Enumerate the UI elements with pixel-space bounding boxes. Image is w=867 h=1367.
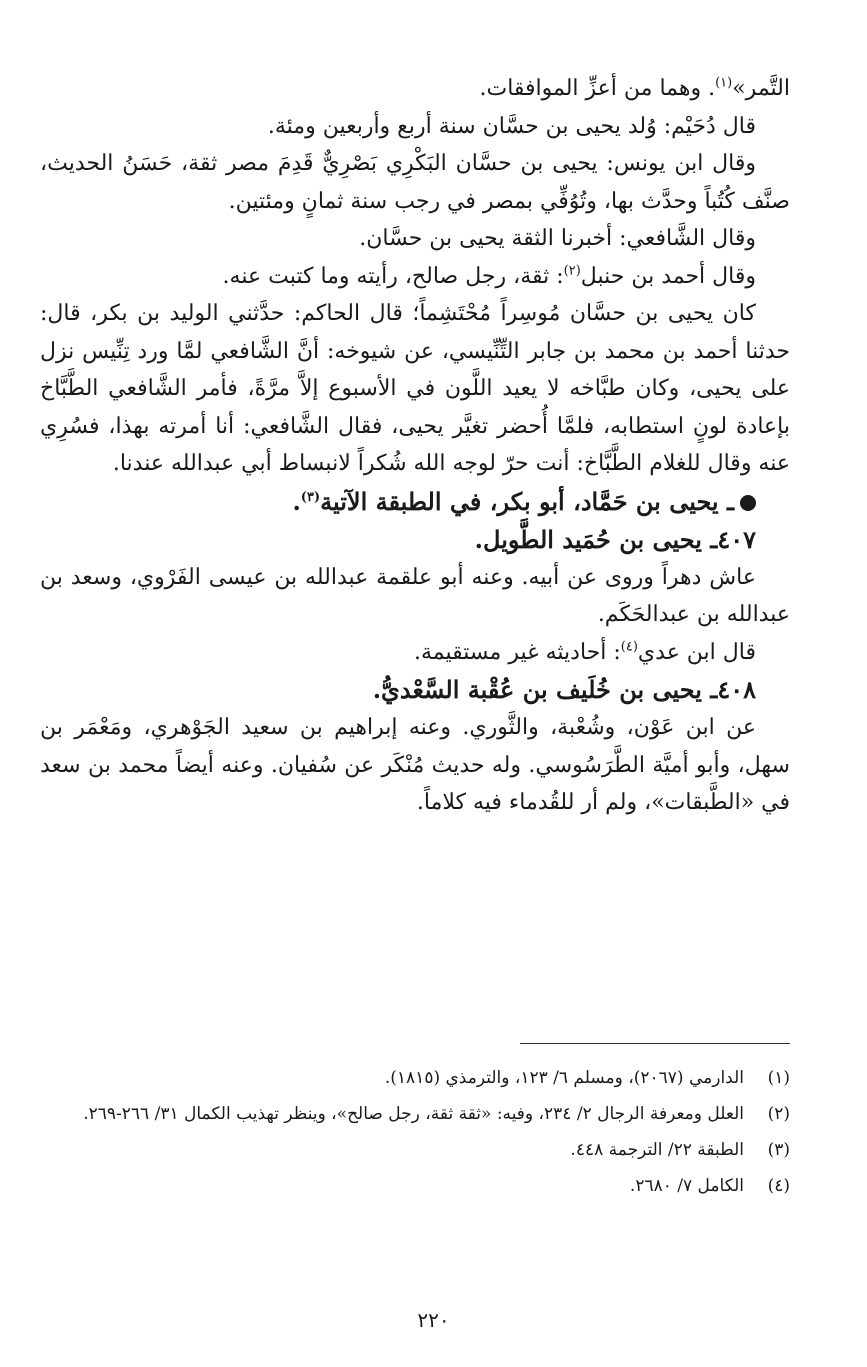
- bullet-icon: [740, 495, 756, 511]
- paragraph-text: وقال ابن يونس: يحيى بن حسَّان البَكْرِي بَصْرِيٌّ قَدِمَ مصر ثقة، حَسَنُ الحديث، صنَّف كُتُباً وحدَّث بها، وتُوُفِّي بمصر في رجب سنة ثمانٍ ومئتين.: [40, 151, 790, 214]
- paragraph: [40, 220, 790, 258]
- paragraph-text: : ثقة، رجل صالح، رأيته وما كتبت عنه.: [222, 263, 564, 289]
- footnote-ref[interactable]: (٣): [300, 489, 321, 505]
- footnote-item: [45, 1136, 790, 1164]
- entry-heading-407: ٤٠٧ـ يحيى بن حُمَيد الطَّويل.: [474, 524, 756, 554]
- entry-heading-hammad: [40, 483, 790, 521]
- paragraph: [40, 258, 790, 296]
- footnote-text: الدارمي (٢٠٦٧)، ومسلم ٦/ ١٢٣، والترمذي (١٨١٥).: [384, 1068, 744, 1088]
- page-number: ٢٢٠: [417, 1308, 450, 1332]
- footnote-item: [45, 1064, 790, 1092]
- footnote-ref[interactable]: (٤): [620, 639, 638, 655]
- paragraph-text: . وهما من أعزِّ الموافقات.: [479, 76, 716, 101]
- footnote-number: (١): [767, 1068, 790, 1088]
- paragraph-text: قال دُحَيْم: وُلد يحيى بن حسَّان سنة أربع وأربعين ومئة.: [267, 113, 756, 139]
- footnote-text: الطبقة ٢٢/ الترجمة ٤٤٨.: [570, 1140, 744, 1160]
- paragraph-text: قال ابن عدي: [637, 639, 756, 665]
- paragraph-text: وقال الشَّافعي: أخبرنا الثقة يحيى بن حسَّان.: [359, 226, 756, 251]
- footnote-number: (٣): [767, 1140, 790, 1160]
- main-text: [40, 70, 790, 822]
- paragraph: [40, 559, 790, 634]
- paragraph-text: وقال أحمد بن حنبل: [580, 263, 756, 289]
- footnote-ref[interactable]: (٢): [563, 263, 581, 279]
- footnotes: [45, 1043, 790, 1208]
- entry-heading-408: ٤٠٨ـ يحيى بن خُلَيف بن عُقْبة السَّعْديُّ.: [372, 675, 756, 704]
- paragraph: [40, 295, 790, 483]
- paragraph: [40, 634, 790, 672]
- paragraph-text: التَّمر»: [732, 76, 790, 101]
- paragraph-text: عن ابن عَوْن، وشُعْبة، والثَّوري. وعنه إبراهيم بن سعيد الجَوْهري، ومَعْمَر بن سهل، وأبو أميَّة الطَّرَسُوسي. وله حديث مُنْكَر عن سُفيان. وعنه أيضاً محمد بن سعد في «الطَّبقات»، ولم أر للقُدماء فيه كلاماً.: [40, 715, 790, 815]
- paragraph: [40, 108, 790, 146]
- footnote-text: العلل ومعرفة الرجال ٢/ ٢٣٤، وفيه: «ثقة ثقة، رجل صالح»، وينظر تهذيب الكمال ٣١/ ٢٦٦-٢٦٩.: [83, 1104, 744, 1124]
- heading-text: .: [292, 486, 301, 516]
- paragraph-text: كان يحيى بن حسَّان مُوسِراً مُحْتَشِماً؛ قال الحاكم: حدَّثني الوليد بن بكر، قال: حدثنا أحمد بن محمد بن جابر التِّنِّيسي، عن شيوخه: أنَّ الشَّافعي لمَّا ورد تِنِّيس نزل على يحيى، وكان طبَّاخه لا يعيد اللَّون في الأسبوع إلاَّ مرَّةً، فأمر الشَّافعي الطَّبَّاخ بإعادة لونٍ استطابه، فلمَّا أُحضر تغيَّر يحيى، فقال الشَّافعي: أنا أمرته بهذا، فسُرِي عنه وقال للغلام الطَّبَّاخ: أنت حرّ لوجه الله شُكراً لانبساط أبي عبدالله عندنا.: [40, 301, 790, 476]
- footnote-item: [45, 1100, 790, 1128]
- paragraph-text: : أحاديثه غير مستقيمة.: [414, 639, 621, 665]
- paragraph-text: عاش دهراً وروى عن أبيه. وعنه أبو علقمة عبدالله بن عيسى الفَرْوي، وسعد بن عبدالله بن عبدالحَكَم.: [40, 564, 790, 627]
- paragraph: [40, 70, 790, 108]
- footnote-number: (٢): [767, 1104, 790, 1124]
- paragraph: [40, 709, 790, 822]
- footnote-text: الكامل ٧/ ٢٦٨٠.: [629, 1176, 744, 1196]
- footnote-item: [45, 1172, 790, 1200]
- heading-text: ـ يحيى بن حَمَّاد، أبو بكر، في الطبقة الآتية: [320, 486, 734, 516]
- footnote-number: (٤): [767, 1176, 790, 1196]
- footnote-ref[interactable]: (١): [715, 75, 733, 91]
- footnote-divider: [520, 1043, 790, 1044]
- paragraph: [40, 145, 790, 220]
